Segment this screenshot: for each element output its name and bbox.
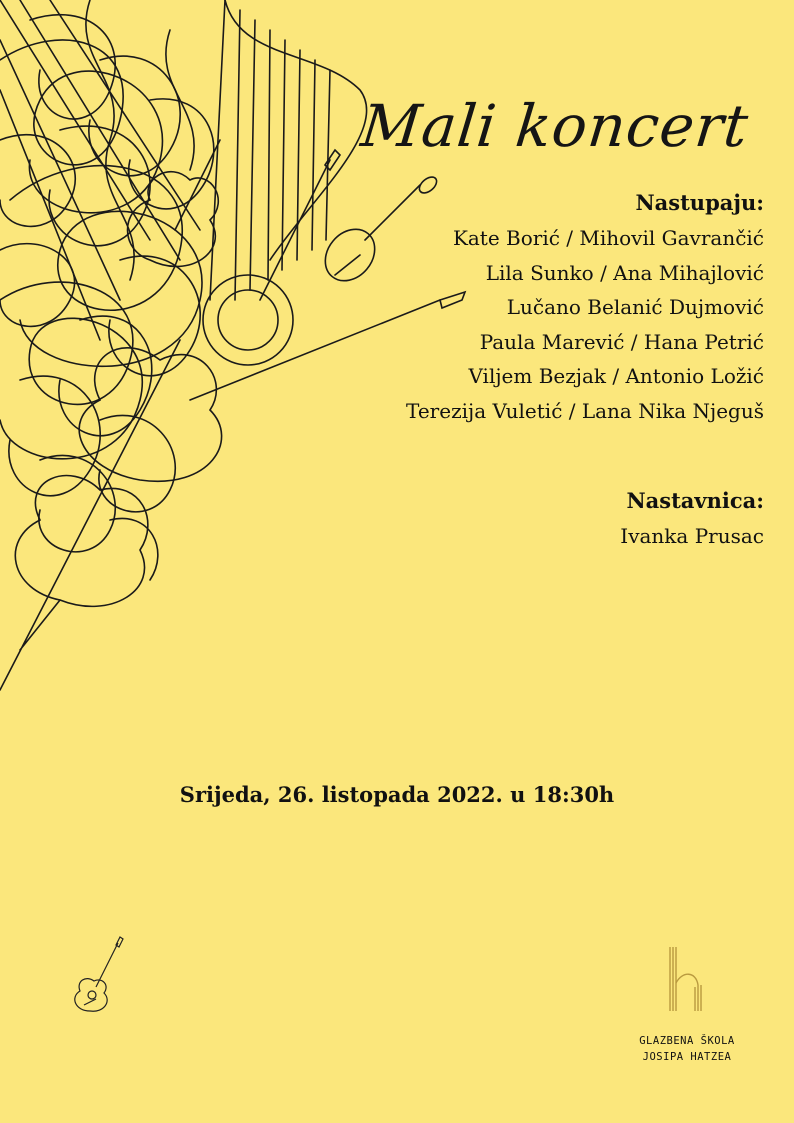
teacher-block xyxy=(620,488,764,554)
performer-line: Viljem Bezjak / Antonio Ložić xyxy=(468,364,764,388)
performer-line: Kate Borić / Mihovil Gavrančić xyxy=(452,226,764,250)
teacher-name: Ivanka Prusac xyxy=(620,524,764,548)
teacher-heading: Nastavnica: xyxy=(626,488,764,513)
school-logo xyxy=(612,945,762,1070)
school-name-line2: JOSIPA HATZEA xyxy=(642,1051,732,1063)
performers-heading: Nastupaju: xyxy=(635,190,764,215)
school-name xyxy=(612,1033,762,1065)
small-guitar-icon xyxy=(70,935,126,1015)
school-name-line1: GLAZBENA ŠKOLA xyxy=(639,1035,735,1047)
performer-line: Paula Marević / Hana Petrić xyxy=(479,329,764,354)
performer-line: Lila Sunko / Ana Mihajlović xyxy=(485,260,764,285)
event-date: Srijeda, 26. listopada 2022. u 18:30h xyxy=(179,782,615,807)
page-title: Mali koncert xyxy=(358,92,752,160)
performer-line: Lučano Belanić Dujmović xyxy=(506,295,764,319)
performer-line: Terezija Vuletić / Lana Nika Njeguš xyxy=(406,398,764,423)
school-logo-h-icon xyxy=(668,945,706,1015)
performers-block xyxy=(406,190,764,428)
